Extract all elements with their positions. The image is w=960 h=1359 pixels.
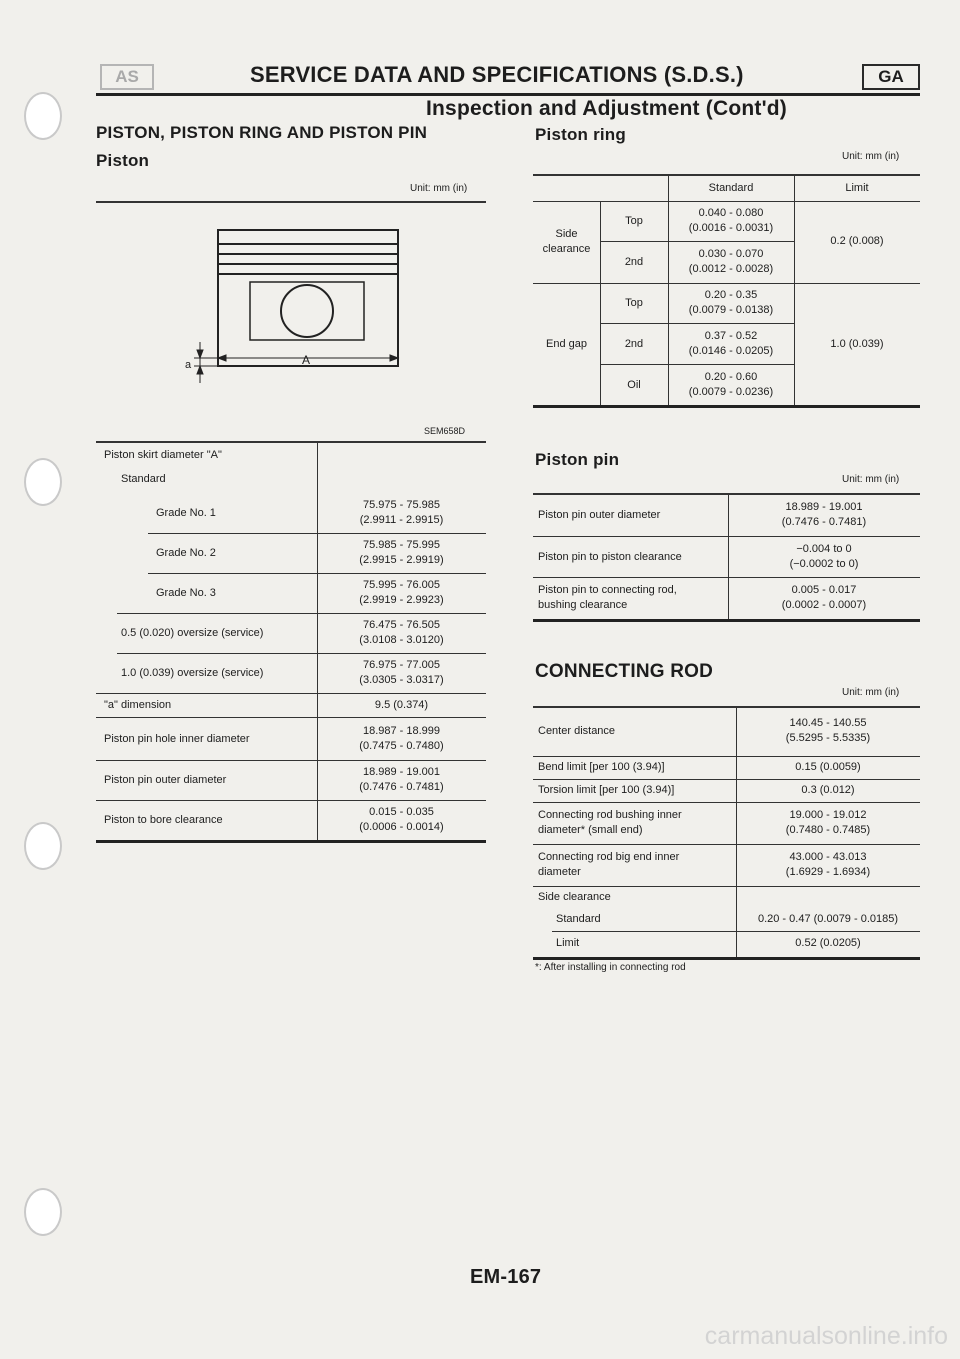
ring-side-limit: 0.2 (0.008)	[830, 235, 884, 247]
row-label-grade1: Grade No. 1	[156, 506, 216, 519]
value-mm: 75.995 - 76.005	[362, 579, 441, 591]
binder-hole	[24, 458, 62, 506]
row-label-oversize-10: 1.0 (0.039) oversize (service)	[121, 666, 264, 679]
row-value-grade3	[317, 574, 486, 612]
label-line-1: Connecting rod big end inner	[538, 851, 680, 863]
label-line-2: bushing clearance	[538, 599, 628, 611]
value-mm: 18.989 - 19.001	[362, 766, 441, 778]
row-value-bushing	[736, 803, 920, 843]
row-value-grade2	[317, 534, 486, 572]
label-line-2: diameter* (small end)	[538, 824, 643, 836]
ring-side-top-value	[668, 201, 794, 241]
table-bottom-rule	[533, 619, 920, 622]
row-value-bore-clearance	[317, 801, 486, 839]
header-rule	[96, 93, 920, 96]
value-mm: −0.004 to 0	[796, 543, 852, 555]
ring-end-top-value	[668, 284, 794, 322]
value-mm: 75.985 - 75.995	[362, 539, 441, 551]
row-label-side-standard: Standard	[556, 912, 601, 925]
piston-unit: Unit: mm (in)	[410, 183, 468, 194]
row-label-skirt: Piston skirt diameter "A"	[104, 449, 222, 461]
value-mm: 140.45 - 140.55	[789, 717, 867, 729]
row-value-oversize-10	[317, 654, 486, 692]
value-in: (2.9915 - 2.9919)	[359, 554, 444, 566]
value-in: (0.0146 - 0.0205)	[688, 345, 774, 357]
value-in: (0.7476 - 0.7481)	[781, 516, 867, 528]
table-rule	[96, 441, 486, 443]
value-in: (−0.0002 to 0)	[789, 558, 859, 570]
page-subtitle: Inspection and Adjustment (Cont'd)	[426, 97, 787, 120]
piston-pin-title: Piston pin	[535, 450, 620, 469]
header-right-box: GA	[862, 64, 920, 90]
row-value-center-distance	[736, 707, 920, 755]
ring-top-label: Top	[625, 296, 643, 309]
value-in: (3.0108 - 3.0120)	[359, 634, 444, 646]
label-line-1: Connecting rod bushing inner	[538, 809, 682, 821]
value-in: (0.7476 - 0.7481)	[359, 781, 444, 793]
label-clearance: clearance	[542, 242, 591, 255]
row-label-end-gap: End gap	[546, 338, 587, 350]
value-in: (3.0305 - 3.0317)	[359, 674, 444, 686]
row-value-oversize-05	[317, 614, 486, 652]
binder-hole	[24, 822, 62, 870]
page-header-title: SERVICE DATA AND SPECIFICATIONS (S.D.S.)	[250, 62, 744, 87]
row-label-side-clearance: Side clearance	[538, 890, 611, 903]
row-label-center-distance: Center distance	[538, 724, 616, 737]
row-value-bend-limit: 0.15 (0.0059)	[795, 761, 861, 773]
row-label-a-dimension: "a" dimension	[104, 698, 172, 711]
value-in: (0.0079 - 0.0236)	[688, 386, 774, 398]
row-value-pin-od	[317, 761, 486, 799]
value-in: (0.0006 - 0.0014)	[359, 821, 444, 833]
row-value-a-dimension: 9.5 (0.374)	[374, 698, 429, 711]
table-bottom-rule	[533, 405, 920, 408]
binder-hole	[24, 92, 62, 140]
row-label-bend-limit: Bend limit [per 100 (3.94)]	[538, 761, 665, 773]
row-value-pin-hole	[317, 718, 486, 760]
figure-label-A: A	[301, 353, 311, 367]
col-header-standard: Standard	[708, 181, 754, 194]
value-in: (5.5295 - 5.5335)	[785, 732, 871, 744]
row-label-grade2: Grade No. 2	[156, 546, 216, 559]
header-left-box: AS	[100, 64, 154, 90]
value-in: (0.0079 - 0.0138)	[688, 304, 774, 316]
value-in: (0.0002 - 0.0007)	[781, 599, 867, 611]
piston-ring-unit: Unit: mm (in)	[842, 151, 900, 162]
value-mm: 0.20 - 0.35	[704, 289, 758, 301]
value-mm: 0.040 - 0.080	[698, 207, 764, 219]
piston-diagram	[170, 218, 410, 388]
section-title: PISTON, PISTON RING AND PISTON PIN	[96, 123, 428, 142]
value-in: (2.9919 - 2.9923)	[359, 594, 444, 606]
row-label-pin-rod	[538, 578, 677, 618]
row-label-bore-clearance: Piston to bore clearance	[104, 813, 223, 826]
label-side: Side	[555, 227, 578, 240]
row-label-side-clearance	[533, 201, 600, 282]
value-mm: 0.20 - 0.60	[704, 371, 758, 383]
ring-end-2nd-value	[668, 324, 794, 364]
value-mm: 0.030 - 0.070	[698, 248, 764, 260]
row-value-grade1	[317, 494, 486, 532]
row-value-side-standard: 0.20 - 0.47 (0.0079 - 0.0185)	[757, 912, 899, 925]
value-mm: 76.475 - 76.505	[362, 619, 441, 631]
row-value-pin-rod	[728, 578, 920, 618]
row-label-pin-piston: Piston pin to piston clearance	[538, 550, 682, 563]
piston-title: Piston	[96, 151, 150, 170]
row-value-torsion-limit: 0.3 (0.012)	[801, 784, 855, 796]
ring-end-oil-value	[668, 365, 794, 405]
value-in: (0.0012 - 0.0028)	[688, 263, 774, 275]
ring-side-2nd-value	[668, 242, 794, 282]
label-line-1: Piston pin to connecting rod,	[538, 584, 677, 596]
row-value-pin-piston	[728, 537, 920, 577]
connecting-rod-unit: Unit: mm (in)	[842, 687, 900, 698]
col-header-limit: Limit	[845, 181, 869, 194]
table-rule	[533, 174, 920, 176]
ring-top-label: Top	[625, 214, 643, 227]
value-mm: 0.37 - 0.52	[704, 330, 758, 342]
row-value-big-end	[736, 845, 920, 885]
row-label-oversize-05: 0.5 (0.020) oversize (service)	[121, 626, 264, 639]
table-bottom-rule	[533, 957, 920, 960]
ring-end-limit: 1.0 (0.039)	[830, 338, 884, 350]
value-in: (0.0016 - 0.0031)	[688, 222, 774, 234]
value-mm: 18.987 - 18.999	[362, 725, 441, 737]
page-number: EM-167	[470, 1266, 542, 1288]
label-line-2: diameter	[538, 866, 581, 878]
value-in: (1.6929 - 1.6934)	[785, 866, 871, 878]
value-mm: 43.000 - 43.013	[789, 851, 867, 863]
table-bottom-rule	[96, 840, 486, 843]
ring-2nd-label: 2nd	[624, 337, 644, 350]
figure-top-rule	[96, 201, 486, 203]
row-label-torsion-limit: Torsion limit [per 100 (3.94)]	[538, 784, 675, 796]
row-value-side-limit: 0.52 (0.0205)	[795, 936, 861, 949]
row-label-standard: Standard	[121, 473, 166, 485]
row-label-side-limit: Limit	[556, 936, 580, 949]
row-label-bushing	[538, 803, 682, 843]
piston-ring-title: Piston ring	[535, 125, 626, 144]
value-mm: 18.989 - 19.001	[785, 501, 863, 513]
row-label-pin-od: Piston pin outer diameter	[538, 508, 661, 521]
row-label-pin-hole: Piston pin hole inner diameter	[104, 732, 250, 745]
figure-label-a: a	[184, 359, 192, 371]
value-mm: 19.000 - 19.012	[789, 809, 867, 821]
value-in: (2.9911 - 2.9915)	[359, 514, 444, 526]
row-value-pin-od	[728, 494, 920, 536]
ring-oil-label: Oil	[627, 378, 641, 391]
value-in: (0.7480 - 0.7485)	[785, 824, 871, 836]
watermark: carmanualsonline.info	[704, 1322, 948, 1350]
connecting-rod-title: CONNECTING ROD	[535, 661, 714, 682]
value-mm: 0.015 - 0.035	[369, 806, 434, 818]
figure-code: SEM658D	[424, 426, 466, 436]
binder-hole	[24, 1188, 62, 1236]
value-mm: 0.005 - 0.017	[791, 584, 857, 596]
value-mm: 75.975 - 75.985	[362, 499, 441, 511]
value-mm: 76.975 - 77.005	[362, 659, 441, 671]
footnote: *: After installing in connecting rod	[535, 962, 686, 973]
ring-2nd-label: 2nd	[624, 255, 644, 268]
row-label-pin-od: Piston pin outer diameter	[104, 773, 227, 786]
piston-pin-unit: Unit: mm (in)	[842, 474, 900, 485]
row-label-grade3: Grade No. 3	[156, 586, 216, 599]
value-in: (0.7475 - 0.7480)	[359, 740, 444, 752]
row-label-big-end	[538, 845, 679, 885]
